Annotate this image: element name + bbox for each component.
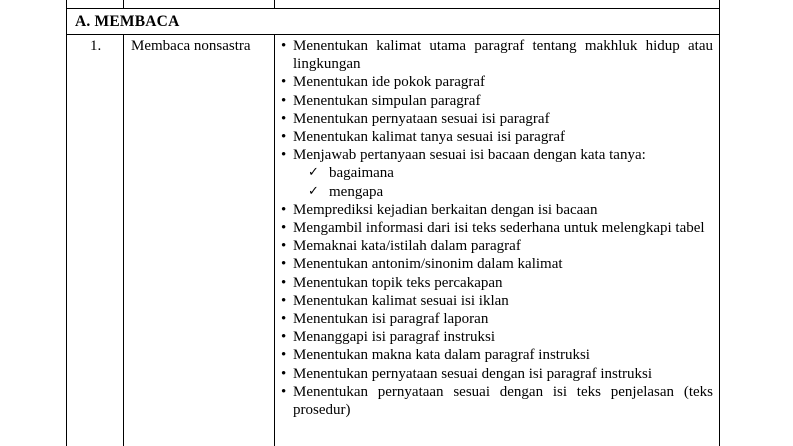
list-item-text: Menentukan antonim/sinonim dalam kalimat: [293, 256, 563, 273]
bullet-icon: •: [281, 220, 287, 237]
bullet-icon: •: [281, 256, 287, 273]
bullet-icon: •: [281, 347, 287, 364]
header-row-bottom-border: [66, 8, 720, 9]
sub-list-item: [293, 164, 713, 182]
list-item: [281, 92, 713, 110]
column-divider-number-body: [123, 34, 124, 446]
list-item-text: Memprediksi kejadian berkaitan dengan isi bacaan: [293, 201, 598, 218]
bullet-icon: •: [281, 329, 287, 346]
list-item: [281, 383, 713, 419]
list-item: [281, 73, 713, 91]
list-item: [281, 110, 713, 128]
section-row-bottom-border: [66, 34, 720, 35]
list-item: [281, 328, 713, 346]
bullet-icon: •: [281, 365, 287, 382]
bullet-icon: •: [281, 38, 287, 54]
list-item-text: Menjawab pertanyaan sesuai isi bacaan dengan kata tanya:: [293, 147, 646, 164]
indicator-list: [281, 37, 713, 419]
bullet-icon: •: [281, 201, 287, 218]
list-item-text: Menentukan pernyataan sesuai dengan isi paragraf instruksi: [293, 365, 653, 382]
list-item-text: Menentukan makna kata dalam paragraf instruksi: [293, 347, 590, 364]
bullet-icon: •: [281, 147, 287, 164]
list-item: [281, 292, 713, 310]
list-item-text: Menentukan topik teks percakapan: [293, 274, 503, 291]
list-item: [281, 37, 713, 73]
row-number: 1.: [90, 38, 102, 54]
list-item-text: Memaknai kata/istilah dalam paragraf: [293, 238, 521, 255]
sub-list-item-text: bagaimana: [329, 165, 394, 182]
bullet-icon: •: [281, 383, 287, 400]
list-item-text: Menentukan kalimat tanya sesuai isi paragraf: [293, 129, 565, 146]
bullet-icon: •: [281, 74, 287, 91]
bullet-icon: •: [281, 110, 287, 127]
bullet-icon: •: [281, 292, 287, 309]
list-item-text: Menentukan ide pokok paragraf: [293, 74, 486, 91]
bullet-icon: •: [281, 92, 287, 109]
list-item-text: Mengambil informasi dari isi teks sederhana untuk melengkapi tabel: [293, 220, 705, 237]
list-item: [281, 128, 713, 146]
table-border-right: [719, 0, 720, 446]
list-item-text: Menentukan kalimat utama paragraf tentang makhluk hidup atau lingkungan: [293, 38, 713, 73]
sub-list-item-text: mengapa: [329, 183, 384, 200]
table-border-left: [66, 0, 67, 446]
list-item: [281, 255, 713, 273]
list-item: [281, 201, 713, 219]
list-item: [281, 146, 713, 201]
checkmark-icon: ✓: [308, 183, 319, 199]
list-item: [281, 310, 713, 328]
list-item: [281, 346, 713, 364]
list-item: [281, 365, 713, 383]
bullet-icon: •: [281, 238, 287, 255]
bullet-icon: •: [281, 129, 287, 146]
row-category: Membaca nonsastra: [131, 38, 251, 54]
bullet-icon: •: [281, 311, 287, 328]
section-title: A. MEMBACA: [75, 13, 180, 30]
column-divider-category: [274, 0, 275, 8]
list-item: [281, 237, 713, 255]
column-divider-number: [123, 0, 124, 8]
list-item: [281, 219, 713, 237]
sub-list: [293, 164, 713, 200]
checkmark-icon: ✓: [308, 165, 319, 181]
list-item-text: Menentukan kalimat sesuai isi iklan: [293, 292, 509, 309]
list-item: [281, 274, 713, 292]
list-item-text: Menentukan simpulan paragraf: [293, 92, 481, 109]
list-item-text: Menentukan pernyataan sesuai isi paragraf: [293, 110, 550, 127]
sub-list-item: [293, 183, 713, 201]
column-divider-category-body: [274, 34, 275, 446]
list-item-text: Menentukan isi paragraf laporan: [293, 311, 489, 328]
list-item-text: Menentukan pernyataan sesuai dengan isi teks penjelasan (teks prosedur): [293, 383, 713, 419]
list-item-text: Menanggapi isi paragraf instruksi: [293, 329, 496, 346]
bullet-icon: •: [281, 274, 287, 291]
